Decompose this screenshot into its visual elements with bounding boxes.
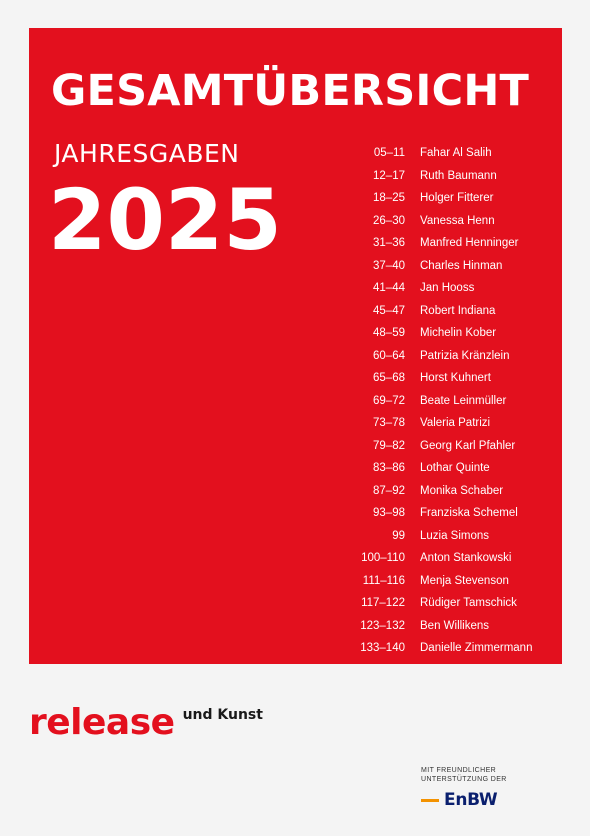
artist-page-range: 117–122	[361, 597, 405, 610]
artist-row	[355, 502, 555, 525]
artist-page-range: 26–30	[373, 214, 405, 227]
artist-index-list	[355, 142, 555, 660]
artist-page-range: 41–44	[373, 282, 405, 295]
poster-title: GESAMTÜBERSICHT	[51, 66, 530, 116]
release-wordmark: release	[29, 702, 175, 743]
artist-row	[355, 142, 555, 165]
artist-page-range: 123–132	[360, 619, 405, 632]
artist-page-range: 69–72	[373, 394, 405, 407]
artist-page-range: 31–36	[373, 237, 405, 250]
artist-name: Ben Willikens	[420, 619, 490, 632]
artist-row	[355, 322, 555, 345]
artist-page-range: 83–86	[373, 462, 405, 475]
artist-row	[355, 165, 555, 188]
artist-row	[355, 592, 555, 615]
artist-page-range: 60–64	[373, 349, 405, 362]
artist-row	[355, 637, 555, 660]
artist-name: Danielle Zimmermann	[420, 642, 533, 655]
artist-row	[355, 187, 555, 210]
artist-row	[355, 480, 555, 503]
artist-page-range: 12–17	[373, 169, 405, 182]
artist-page-range: 79–82	[373, 439, 405, 452]
sponsor-block	[421, 766, 551, 810]
artist-page-range: 45–47	[373, 304, 405, 317]
artist-page-range: 100–110	[361, 552, 405, 565]
artist-name: Georg Karl Pfahler	[420, 439, 516, 452]
artist-name: Charles Hinman	[420, 259, 503, 272]
artist-page-range: 111–116	[362, 574, 405, 587]
artist-name: Luzia Simons	[420, 529, 490, 542]
artist-page-range: 87–92	[373, 484, 405, 497]
artist-row	[355, 435, 555, 458]
artist-name: Horst Kuhnert	[420, 372, 491, 385]
artist-row	[355, 390, 555, 413]
release-und-kunst-logo	[29, 702, 263, 743]
artist-page-range: 65–68	[373, 372, 405, 385]
artist-name: Manfred Henninger	[420, 237, 519, 250]
artist-row	[355, 345, 555, 368]
artist-name: Michelin Kober	[420, 327, 497, 340]
artist-name: Monika Schaber	[420, 484, 504, 497]
artist-name: Fahar Al Salih	[420, 147, 492, 160]
artist-row	[355, 210, 555, 233]
artist-page-range: 133–140	[360, 642, 405, 655]
artist-name: Patrizia Kränzlein	[420, 349, 510, 362]
artist-page-range: 05–11	[373, 147, 405, 160]
artist-row	[355, 615, 555, 638]
artist-row	[355, 255, 555, 278]
artist-row	[355, 412, 555, 435]
artist-name: Holger Fitterer	[420, 192, 494, 205]
artist-row	[355, 457, 555, 480]
artist-page-range: 93–98	[373, 507, 405, 520]
artist-page-range: 18–25	[373, 192, 405, 205]
poster-subtitle: JAHRESGABEN	[54, 139, 240, 168]
artist-name: Vanessa Henn	[420, 214, 495, 227]
artist-page-range: 48–59	[373, 327, 405, 340]
artist-name: Menja Stevenson	[420, 574, 509, 587]
artist-name: Franziska Schemel	[420, 507, 518, 520]
artist-row	[355, 277, 555, 300]
poster-year: 2025	[48, 171, 282, 269]
sponsor-text-line-1: MIT FREUNDLICHER	[421, 767, 497, 774]
release-subtitle: und Kunst	[182, 707, 263, 723]
artist-row	[355, 525, 555, 548]
artist-name: Robert Indiana	[420, 304, 496, 317]
artist-page-range: 37–40	[373, 259, 405, 272]
enbw-orange-dash-icon	[421, 799, 439, 802]
artist-row	[355, 367, 555, 390]
artist-name: Rüdiger Tamschick	[420, 597, 517, 610]
artist-row	[355, 547, 555, 570]
enbw-logo-text: EnBW	[444, 790, 498, 810]
artist-name: Beate Leinmüller	[420, 394, 507, 407]
red-title-panel	[29, 28, 562, 664]
artist-name: Lothar Quinte	[420, 462, 490, 475]
artist-page-range: 99	[392, 529, 405, 542]
enbw-logo	[421, 792, 497, 809]
artist-name: Valeria Patrizi	[420, 417, 491, 430]
artist-name: Jan Hooss	[420, 282, 475, 295]
sponsor-text-line-2: UNTERSTÜTZUNG DER	[421, 776, 507, 783]
artist-page-range: 73–78	[373, 417, 405, 430]
artist-name: Ruth Baumann	[420, 169, 497, 182]
artist-name: Anton Stankowski	[420, 552, 512, 565]
artist-row	[355, 232, 555, 255]
artist-row	[355, 570, 555, 593]
artist-row	[355, 300, 555, 323]
